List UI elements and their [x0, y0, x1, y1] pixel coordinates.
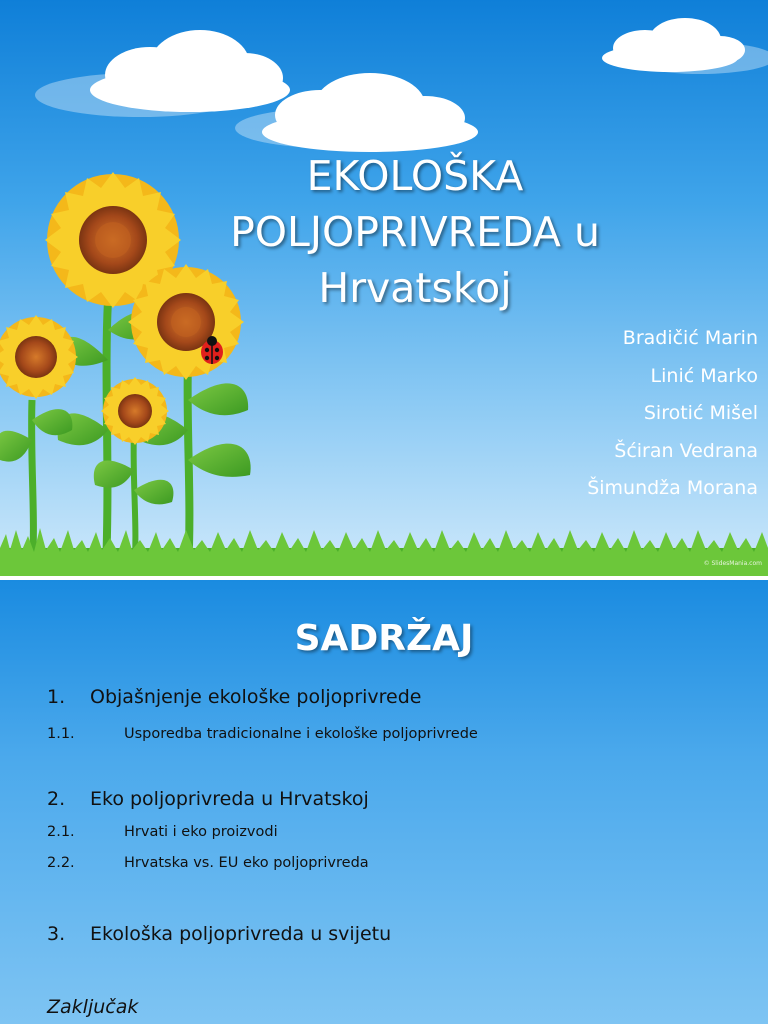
toc-subitem — [47, 824, 278, 840]
title-line: Hrvatskoj — [318, 264, 512, 312]
title-line: EKOLOŠKA — [306, 152, 524, 200]
toc-text: Usporedba tradicionalne i ekološke poljoprivrede — [124, 726, 478, 742]
presentation-title — [200, 148, 630, 316]
toc-number: 2.2. — [47, 855, 75, 871]
toc-number: 2. — [47, 788, 66, 810]
author-name: Šimundža Morana — [587, 477, 758, 499]
grass-icon — [0, 528, 768, 576]
toc-number: 1.1. — [47, 726, 75, 742]
contents-title: SADRŽAJ — [294, 618, 474, 659]
contents-slide — [0, 580, 768, 1024]
toc-text: Objašnjenje ekološke poljoprivrede — [90, 686, 422, 708]
toc-number: 3. — [47, 923, 66, 945]
author-list — [587, 320, 758, 508]
toc-text: Ekološka poljoprivreda u svijetu — [90, 923, 392, 945]
toc-item — [47, 923, 391, 945]
author-name: Linić Marko — [650, 364, 758, 387]
toc-item — [47, 788, 369, 810]
author-name: Bradičić Marin — [622, 327, 758, 349]
cloud-icon — [35, 30, 290, 117]
toc-subitem — [47, 855, 369, 871]
title-line: POLJOPRIVREDA u — [230, 208, 600, 256]
author-name: Sirotić Mišel — [643, 402, 758, 424]
toc-text: Eko poljoprivreda u Hrvatskoj — [90, 788, 369, 810]
toc-item — [47, 686, 422, 708]
toc-conclusion: Zaključak — [47, 996, 139, 1018]
author-name: Šćiran Vedrana — [614, 439, 758, 462]
toc-number: 2.1. — [47, 824, 75, 840]
toc-number: 1. — [47, 686, 66, 708]
cloud-icon — [602, 18, 768, 74]
toc-subitem — [47, 726, 478, 742]
toc-text: Hrvatska vs. EU eko poljoprivreda — [124, 855, 369, 871]
toc-text: Hrvati i eko proizvodi — [124, 824, 278, 840]
image-credit: © SlidesMania.com — [703, 560, 762, 567]
